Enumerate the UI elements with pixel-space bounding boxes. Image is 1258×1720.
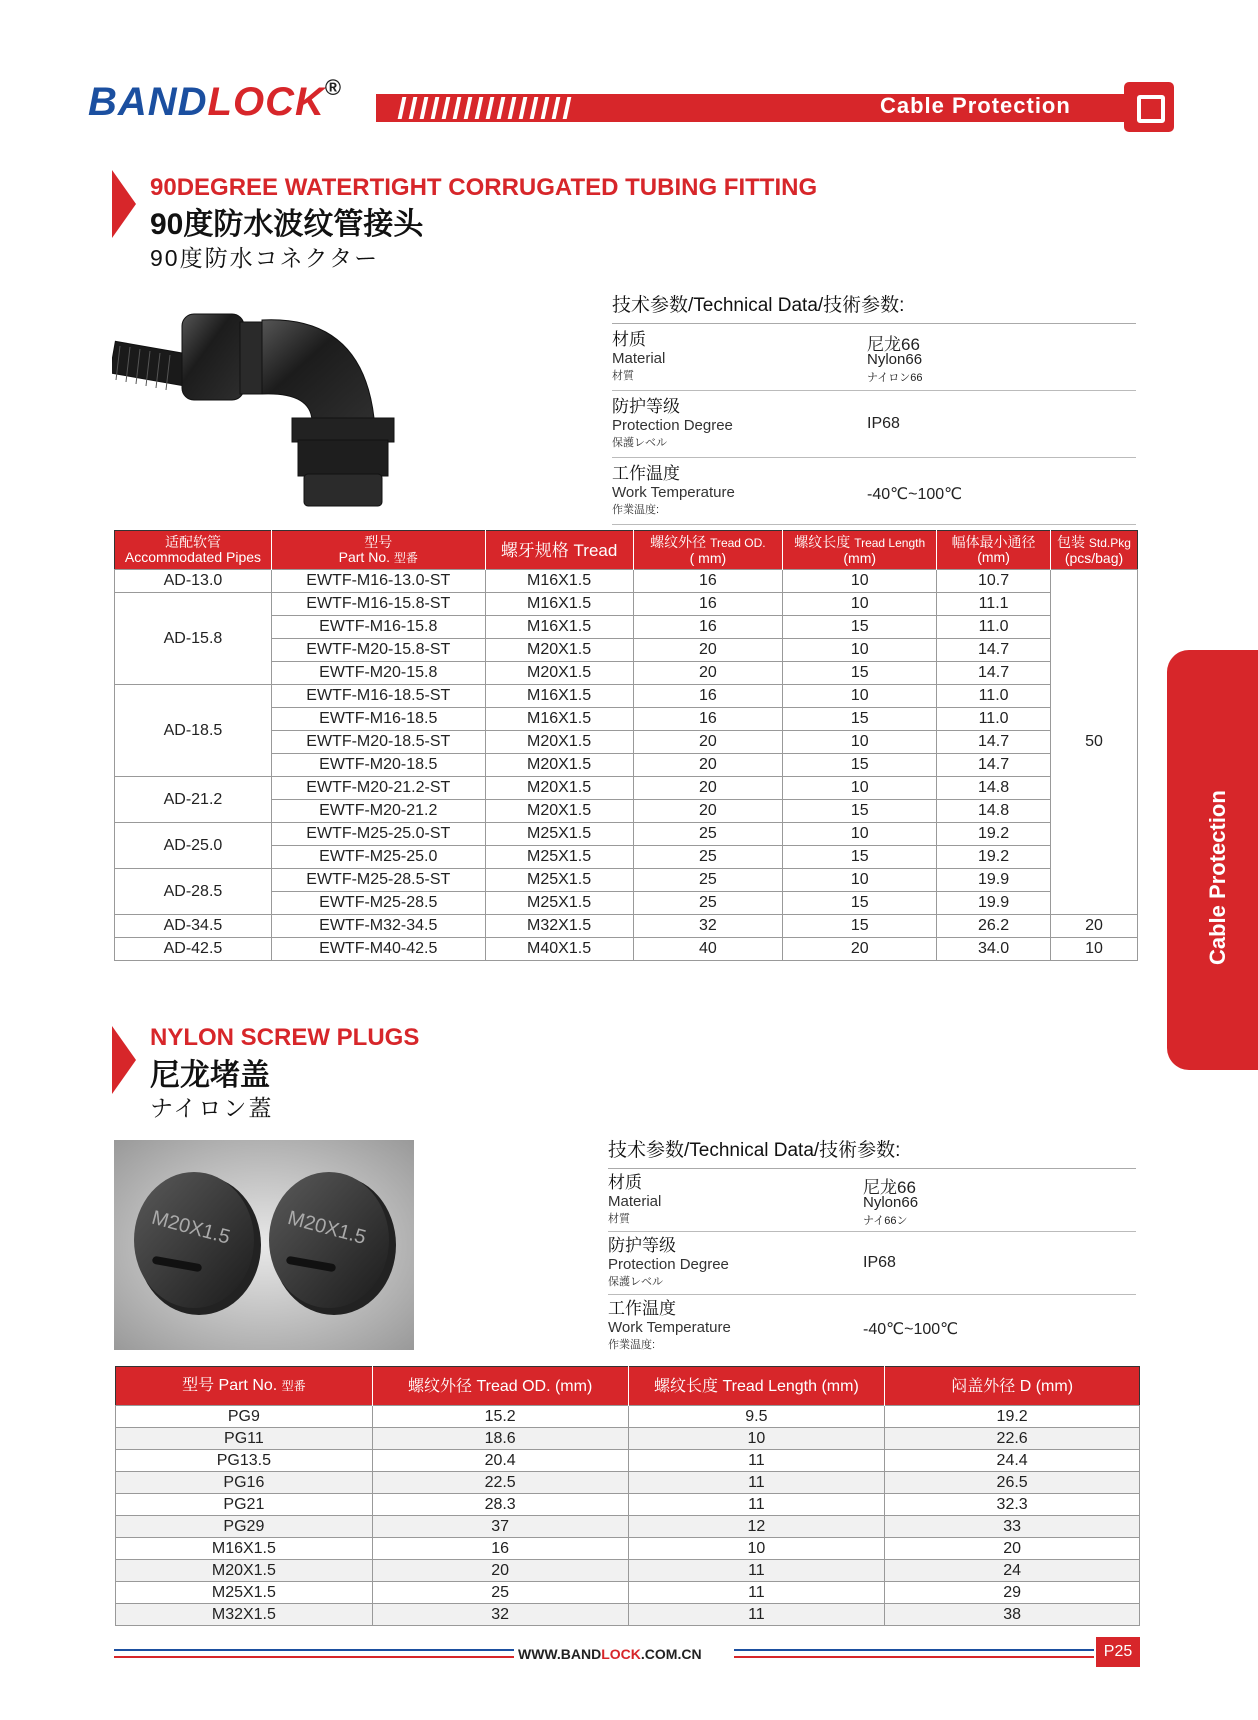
tech-label-jp: 作業温度: <box>612 504 660 516</box>
brand-logo-text-lock: LOCK <box>207 80 325 124</box>
side-tab-label: Cable Protection <box>1205 790 1230 965</box>
tech-label-jp: 材質 <box>608 1213 630 1225</box>
table-row: PG16 22.5 11 26.5 <box>116 1472 1140 1494</box>
header-title: Cable Protection <box>880 93 1071 118</box>
plug-marking-left: M20X1.5 <box>149 1206 233 1249</box>
col-header-tread-od: 螺纹外径 Tread OD. (mm) <box>372 1367 628 1406</box>
tech-row-temperature <box>608 1295 1136 1357</box>
tech-value-en: Nylon66 <box>867 351 923 368</box>
tech-title: 技术参数/Technical Data/技術参数: <box>612 290 1136 324</box>
footer-line-red <box>114 1656 514 1658</box>
screw-plug-image <box>114 1140 414 1350</box>
page-number: P25 <box>1096 1637 1140 1667</box>
brand-logo <box>88 74 343 125</box>
table-row: AD-34.5 EWTF-M32-34.5 M32X1.5 32 15 26.2 20 <box>115 915 1138 938</box>
fitting-spec-table <box>114 530 1138 961</box>
table-row: AD-21.2 EWTF-M20-21.2-ST M20X1.5 20 10 14.8 <box>115 777 1138 800</box>
table-row: M20X1.5 20 11 24 <box>116 1560 1140 1582</box>
section1-title-en: 90DEGREE WATERTIGHT CORRUGATED TUBING FITTING <box>150 174 818 201</box>
tech-label-cn: 工作温度 <box>612 464 680 483</box>
tech-row-material <box>612 324 1136 391</box>
section2-title-jp: ナイロン蓋 <box>150 1095 274 1121</box>
col-header-pkg: 包装 Std.Pkg (pcs/bag) <box>1051 531 1138 570</box>
section1-title-jp: 90度防水コネクター <box>150 245 380 271</box>
section2-tech-data <box>608 1135 1136 1357</box>
col-header-part-no: 型号 Part No. 型番 <box>116 1367 373 1406</box>
table-row: AD-42.5 EWTF-M40-42.5 M40X1.5 40 20 34.0 10 <box>115 938 1138 961</box>
tech-value: -40℃~100℃ <box>867 486 963 503</box>
tech-value-jp: ナイ66ン <box>863 1215 908 1227</box>
tech-row-protection <box>608 1232 1136 1295</box>
table-row: M32X1.5 32 11 38 <box>116 1604 1140 1626</box>
footer-line-blue <box>734 1649 1094 1651</box>
col-header-part-no: 型号 Part No. 型番 <box>271 531 485 570</box>
elbow-fitting-image <box>112 300 412 520</box>
tech-row-temperature <box>612 458 1136 525</box>
pkg-cell: 50 <box>1051 570 1138 915</box>
table-header-row <box>115 531 1138 570</box>
tech-label-en: Material <box>612 350 666 367</box>
table-row: AD-15.8 EWTF-M16-15.8-ST M16X1.5 16 10 11.1 <box>115 593 1138 616</box>
table-row: PG13.5 20.4 11 24.4 <box>116 1450 1140 1472</box>
tech-value-jp: ナイロン66 <box>867 372 923 384</box>
footer-line-blue <box>114 1649 514 1651</box>
tech-value: IP68 <box>863 1254 896 1271</box>
table-row: EWTF-M16-15.8 M16X1.5 16 15 11.0 <box>115 616 1138 639</box>
table-row: EWTF-M20-18.5-ST M20X1.5 20 10 14.7 <box>115 731 1138 754</box>
footer-line-red <box>734 1656 1094 1658</box>
col-header-tread-length: 螺纹长度 Tread Length (mm) <box>783 531 937 570</box>
section-arrow-icon <box>112 170 136 238</box>
tech-value-en: Nylon66 <box>863 1194 919 1211</box>
tech-row-protection <box>612 391 1136 458</box>
table-row: M25X1.5 25 11 29 <box>116 1582 1140 1604</box>
table-row: EWTF-M25-28.5 M25X1.5 25 15 19.9 <box>115 892 1138 915</box>
tech-value: -40℃~100℃ <box>863 1321 959 1338</box>
tech-label-cn: 材质 <box>608 1173 642 1192</box>
plug-spec-table <box>115 1366 1140 1626</box>
col-header-tread: 螺牙规格 Tread <box>485 531 633 570</box>
tech-label-en: Material <box>608 1193 662 1210</box>
registered-mark: ® <box>324 74 343 100</box>
table-row: AD-25.0 EWTF-M25-25.0-ST M25X1.5 25 10 19.2 <box>115 823 1138 846</box>
table-row: AD-28.5 EWTF-M25-28.5-ST M25X1.5 25 10 19.9 <box>115 869 1138 892</box>
section1-tech-data <box>612 290 1136 525</box>
square-box-icon <box>1124 82 1174 132</box>
table-row: EWTF-M20-21.2 M20X1.5 20 15 14.8 <box>115 800 1138 823</box>
tech-label-cn: 防护等级 <box>608 1236 676 1255</box>
brand-logo-text-band: BAND <box>88 80 208 124</box>
tech-value: 尼龙66 <box>863 1178 916 1197</box>
tech-label-en: Protection Degree <box>608 1256 729 1273</box>
tech-label-cn: 工作温度 <box>608 1299 676 1318</box>
tech-label-en: Protection Degree <box>612 417 733 434</box>
tech-value: 尼龙66 <box>867 335 920 354</box>
col-header-cap-diameter: 闷盖外径 D (mm) <box>885 1367 1140 1406</box>
col-header-pipes: 适配软管 Accommodated Pipes <box>115 531 272 570</box>
table-row: EWTF-M20-15.8-ST M20X1.5 20 10 14.7 <box>115 639 1138 662</box>
table-row: AD-18.5 EWTF-M16-18.5-ST M16X1.5 16 10 11.0 <box>115 685 1138 708</box>
table-row: PG21 28.3 11 32.3 <box>116 1494 1140 1516</box>
col-header-min-bore: 幅体最小通径 (mm) <box>937 531 1051 570</box>
table-row: EWTF-M25-25.0 M25X1.5 25 15 19.2 <box>115 846 1138 869</box>
table-row: PG29 37 12 33 <box>116 1516 1140 1538</box>
tech-title: 技术参数/Technical Data/技術参数: <box>608 1135 1136 1169</box>
tech-label-jp: 保護レベル <box>612 437 667 449</box>
section2-title-cn: 尼龙堵盖 <box>150 1059 270 1092</box>
tech-label-en: Work Temperature <box>608 1319 731 1336</box>
col-header-tread-od: 螺纹外径 Tread OD. ( mm) <box>633 531 783 570</box>
table-row: EWTF-M20-18.5 M20X1.5 20 15 14.7 <box>115 754 1138 777</box>
tech-label-cn: 防护等级 <box>612 397 680 416</box>
table-row: PG9 15.2 9.5 19.2 <box>116 1406 1140 1428</box>
table-row: EWTF-M16-18.5 M16X1.5 16 15 11.0 <box>115 708 1138 731</box>
tech-label-en: Work Temperature <box>612 484 735 501</box>
section-arrow-icon <box>112 1026 136 1094</box>
tech-label-jp: 保護レベル <box>608 1276 663 1288</box>
tech-label-jp: 作業温度: <box>608 1339 656 1351</box>
section1-title-cn: 90度防水波纹管接头 <box>150 208 424 241</box>
footer-url[interactable]: WWW.BANDLOCK.COM.CN <box>518 1646 702 1662</box>
table-header-row <box>116 1367 1140 1406</box>
tech-label-jp: 材質 <box>612 370 634 382</box>
table-row: EWTF-M20-15.8 M20X1.5 20 15 14.7 <box>115 662 1138 685</box>
table-row: PG11 18.6 10 22.6 <box>116 1428 1140 1450</box>
header-stripes <box>400 94 569 122</box>
table-row: AD-13.0 EWTF-M16-13.0-ST M16X1.5 16 10 10.7 50 <box>115 570 1138 593</box>
section2-title-en: NYLON SCREW PLUGS <box>150 1024 420 1051</box>
tech-value: IP68 <box>867 415 900 432</box>
table-row: M16X1.5 16 10 20 <box>116 1538 1140 1560</box>
tech-label-cn: 材质 <box>612 330 646 349</box>
plug-marking-right: M20X1.5 <box>285 1206 369 1249</box>
tech-row-material <box>608 1169 1136 1232</box>
col-header-tread-length: 螺纹长度 Tread Length (mm) <box>628 1367 885 1406</box>
